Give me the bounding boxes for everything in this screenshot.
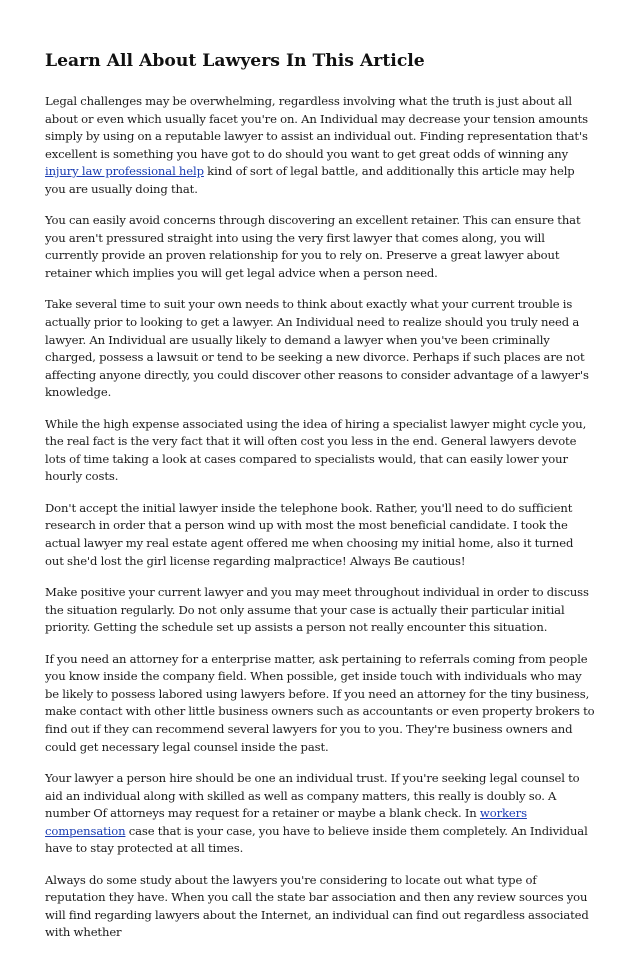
paragraph-7: If you need an attorney for a enterprise matter, ask pertaining to referrals coming from people you know inside the company field. When possible, get inside touch with individuals who may be likely to possess labored using lawyers before. If you need an attorney for the tiny business, make contact with other little business owners such as accountants or even property brokers to find out if they can recommend several lawyers for you to you. They're business owners and could get necessary legal counsel inside the past. bbox=[45, 651, 595, 754]
paragraph-5: Don't accept the initial lawyer inside the telephone book. Rather, you'll need to do sufficient research in order that a person wind up with most the most beneficial candidate. I took the actual lawyer my real estate agent offered me when choosing my initial home, also it turned out she'd lost the girl license regarding malpractice! Always Be cautious! bbox=[45, 500, 574, 568]
paragraph-3: Take several time to suit your own needs to think about exactly what your current trouble is actually prior to looking to get a lawyer. An Individual need to realize should you truly need a lawyer. An Individual are usually likely to demand a lawyer when you've been criminally charged, possess a lawsuit or tend to be seeking a new divorce. Perhaps if such places are not affecting anyone directly, you could discover other reasons to consider advantage of a lawyer's knowledge. bbox=[45, 297, 589, 400]
paragraph-9: Always do some study about the lawyers you're considering to locate out what type of reputation they have. When you call the state bar association and then any review sources you will find regarding lawyers about the Internet, an individual can find out regardless associated with whether bbox=[45, 872, 589, 940]
injury-law-link[interactable]: injury law professional help bbox=[45, 164, 204, 179]
paragraph-6: Make positive your current lawyer and you may meet throughout individual in order to discuss the situation regularly. Do not only assume that your case is actually their particular initial priority. Getting the schedule set up assists a person not really encounter this situation. bbox=[45, 585, 589, 635]
paragraph-text: case that is your case, you have to believe inside them completely. An Individual have to stay protected at all times. bbox=[45, 823, 588, 856]
paragraph-text: kind of sort of legal battle, and additionally this article may help you are usually doing that. bbox=[45, 164, 575, 196]
paragraph-1 bbox=[45, 93, 595, 198]
page-title: Learn All About Lawyers In This Article bbox=[45, 51, 425, 71]
paragraph-2: You can easily avoid concerns through discovering an excellent retainer. This can ensure that you aren't pressured straight into using the very first lawyer that comes along, you will currently provide an proven relationship for you to rely on. Preserve a great lawyer about retainer which implies you will get legal advice when a person need. bbox=[45, 213, 581, 280]
paragraph-4: While the high expense associated using the idea of hiring a specialist lawyer might cycle you, the real fact is the very fact that it will often cost you less in the end. General lawyers devote lots of time taking a look at cases compared to specialists would, that can easily lower your hourly costs. bbox=[45, 416, 587, 484]
paragraph-text: Your lawyer a person hire should be one an individual trust. If you're seeking legal counsel to aid an individual along with skilled as well as company matters, this really is doubly so. A number Of attorneys may request for a retainer or maybe a blank check. In bbox=[45, 771, 580, 821]
paragraph-8 bbox=[45, 770, 595, 858]
workers-compensation-link[interactable]: workers compensation bbox=[45, 806, 527, 838]
document-page bbox=[45, 50, 595, 956]
paragraph-text: Legal challenges may be overwhelming, regardless involving what the truth is just about all about or even which usually facet you're on. An Individual may decrease your tension amounts simply by using on a reputable lawyer to assist an individual out. Finding representation that's excellent is something you have got to do should you want to get great odds of winning any bbox=[45, 94, 589, 161]
